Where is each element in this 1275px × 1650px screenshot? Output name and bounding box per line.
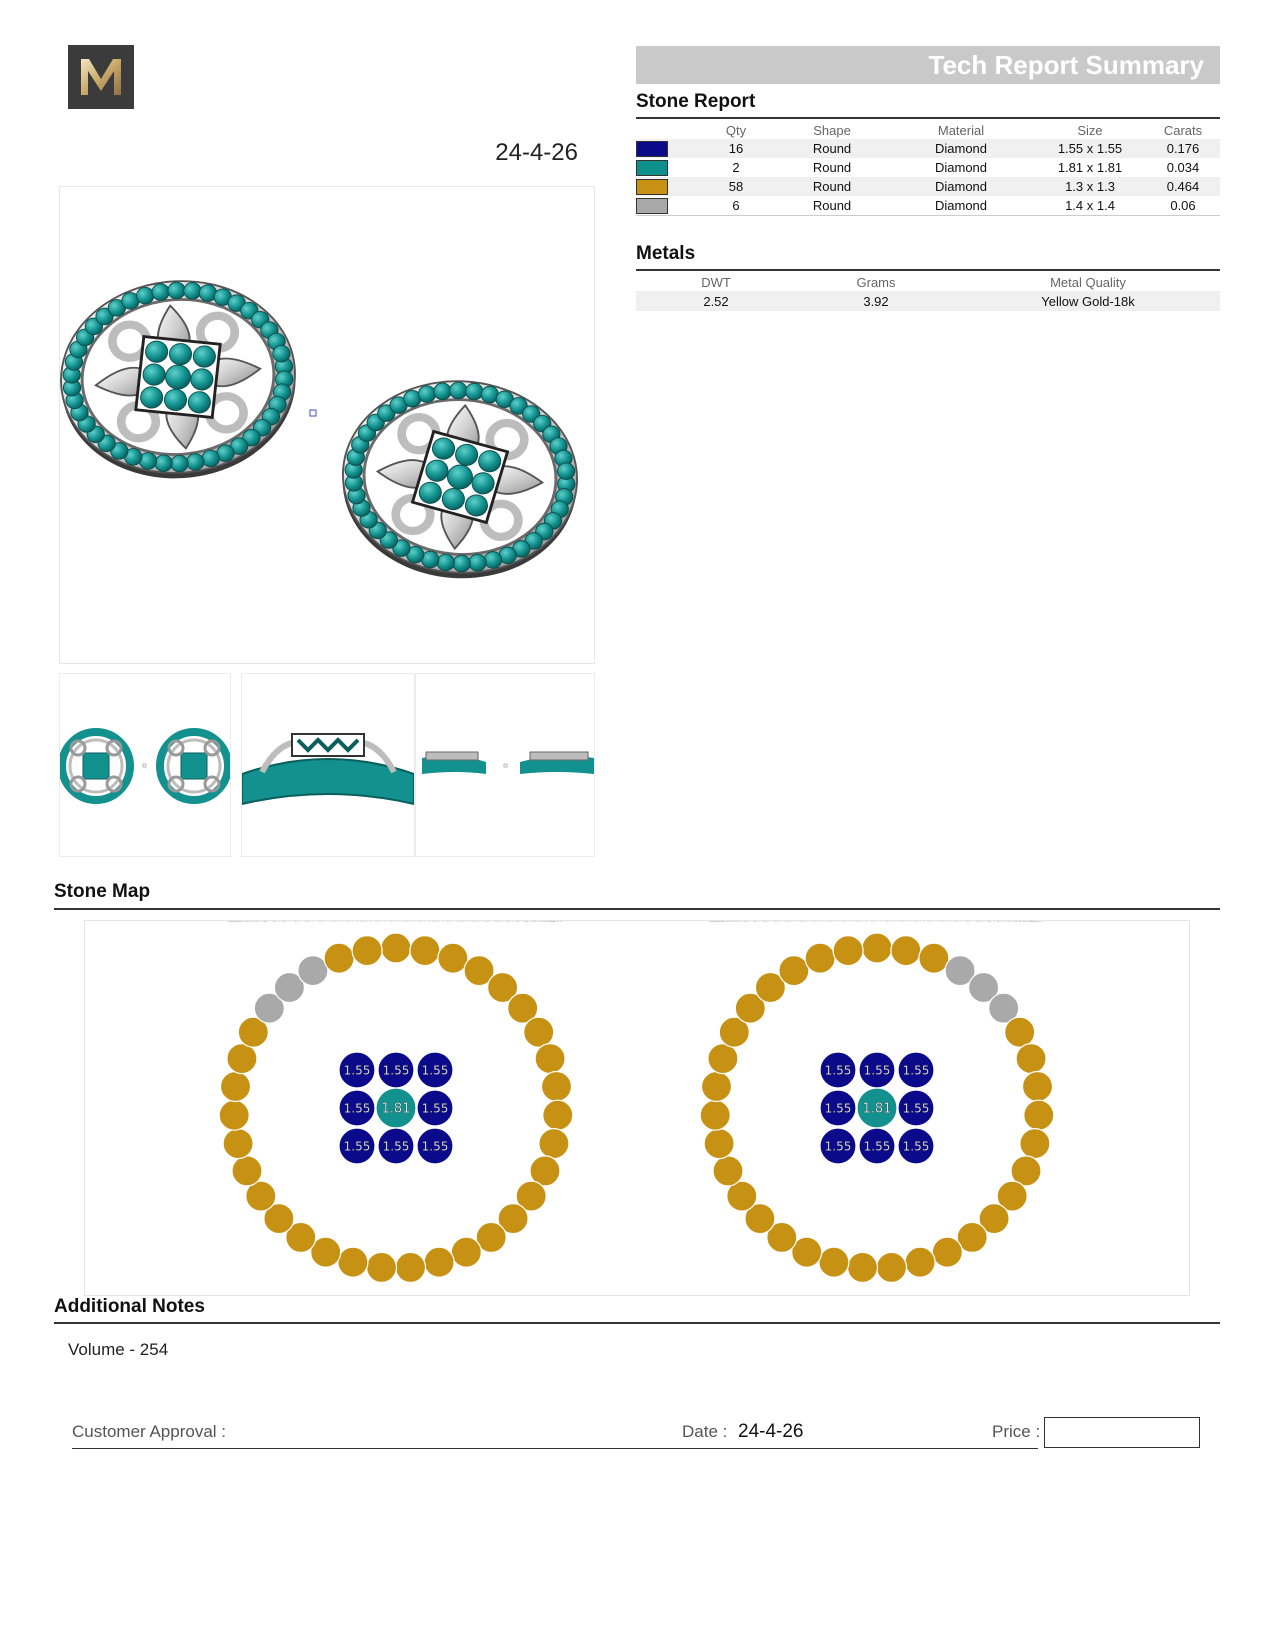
cell-material: Diamond: [934, 198, 988, 213]
notes-text: Volume - 254: [68, 1340, 169, 1359]
svg-text:1.3: [505, 921, 521, 924]
halo-stone-gray: [969, 921, 999, 1003]
col-grams: Grams: [856, 274, 896, 290]
stone-report-table: [636, 121, 1220, 216]
notes-divider: [54, 1322, 1220, 1324]
pave-stone: [859, 1128, 895, 1164]
cell-shape: Round: [776, 177, 888, 196]
metals-divider: [636, 269, 1220, 271]
col-size: Size: [1077, 122, 1103, 138]
pave-stone: [417, 1090, 453, 1126]
table-row: [636, 158, 1220, 177]
halo-stone-gold: [438, 921, 468, 973]
table-row: [636, 177, 1220, 196]
svg-text:1.4: [261, 921, 277, 924]
color-swatch: [636, 141, 668, 157]
svg-text:1.3: [855, 921, 871, 924]
svg-text:1.3: [1018, 921, 1034, 924]
stone-report-divider: [636, 117, 1220, 119]
stone-map: [84, 920, 1190, 1296]
col-dwt: DWT: [701, 274, 731, 290]
pave-stone: [859, 1052, 895, 1088]
halo-stone-gray: [274, 921, 304, 1003]
cell-shape: Round: [776, 139, 888, 158]
pave-stone: [417, 1128, 453, 1164]
thumbnail-top-view[interactable]: [59, 673, 231, 857]
main-render-view[interactable]: [59, 186, 595, 664]
svg-text:1.55: 1.55: [902, 1139, 930, 1154]
svg-text:1.55: 1.55: [421, 1063, 449, 1078]
cell-material: Diamond: [888, 177, 1034, 196]
svg-text:1.55: 1.55: [382, 1139, 410, 1154]
stone-report-header-row: [636, 121, 1220, 139]
reference-code: 24-4-26: [495, 139, 578, 166]
svg-text:1.81: 1.81: [381, 1101, 411, 1117]
svg-text:1.3: [912, 921, 928, 924]
svg-text:1.3: [431, 921, 447, 924]
pave-stone: [898, 1090, 934, 1126]
halo-stone-gold: [805, 921, 835, 973]
svg-text:1.3: [403, 921, 419, 924]
pave-stone: [339, 1128, 375, 1164]
date-value: 24-4-26: [738, 1421, 804, 1442]
col-material: Material: [937, 122, 985, 138]
pave-stone: [378, 1052, 414, 1088]
halo-stone-gold: [508, 921, 538, 1023]
price-input[interactable]: [1044, 1417, 1200, 1448]
cell-size: 1.55 x 1.55: [1034, 139, 1146, 158]
cell-qty: 2: [732, 160, 740, 175]
svg-text:1.3: [812, 921, 828, 924]
halo-stone-gold: [702, 921, 732, 1102]
cell-grams: 3.92: [796, 291, 956, 311]
svg-text:1.55: 1.55: [421, 1139, 449, 1154]
cell-dwt: 2.52: [636, 291, 796, 311]
cell-qty: 58: [696, 177, 776, 196]
center-stone: [857, 1088, 897, 1128]
col-shape: Shape: [813, 122, 851, 138]
cell-carats: 0.464: [1146, 177, 1220, 196]
svg-text:1.3: [359, 921, 375, 924]
halo-stone-gray: [298, 921, 328, 986]
metals-header-row: [636, 273, 1220, 291]
svg-text:1.3: [742, 921, 758, 924]
svg-text:1.55: 1.55: [902, 1101, 930, 1116]
svg-text:1.55: 1.55: [343, 1139, 371, 1154]
metals-table: [636, 273, 1220, 311]
halo-stone-gold: [919, 921, 949, 973]
halo-stone-gold: [488, 921, 518, 1003]
thumbnail-side-view[interactable]: [241, 673, 415, 857]
svg-text:1.3: [331, 921, 347, 924]
halo-stone-gold: [464, 921, 494, 986]
thumbnail-front-view[interactable]: [415, 673, 595, 857]
date-label: Date :: [682, 1422, 728, 1441]
svg-text:1.4: [305, 921, 321, 924]
halo-stone-gold: [381, 921, 411, 963]
svg-text:1.3: [786, 921, 802, 924]
cell-material: Diamond: [934, 160, 988, 175]
tech-report-header: [636, 46, 1220, 84]
color-swatch: [636, 179, 668, 195]
col-qty: Qty: [725, 122, 747, 138]
svg-text:1.3: [1004, 921, 1020, 924]
halo-stone-gold: [719, 921, 749, 1047]
svg-text:1.3: [537, 921, 553, 924]
halo-stone-gold: [1016, 921, 1046, 1074]
svg-text:1.55: 1.55: [824, 1101, 852, 1116]
pave-stone: [898, 1052, 934, 1088]
halo-stone-gold: [891, 921, 921, 966]
cell-material: Diamond: [888, 139, 1034, 158]
halo-stone-gold: [735, 921, 765, 1023]
pave-stone: [378, 1128, 414, 1164]
cell-size: 1.81 x 1.81: [1057, 160, 1123, 175]
cell-shape: Round: [812, 160, 852, 175]
company-logo: [68, 45, 134, 109]
svg-text:1.55: 1.55: [863, 1063, 891, 1078]
pave-stone: [417, 1052, 453, 1088]
svg-text:1.3: [964, 921, 980, 924]
halo-stone-gray: [254, 921, 284, 1023]
halo-stone-gold: [833, 921, 863, 966]
col-metal-quality: Metal Quality: [1050, 274, 1126, 290]
svg-text:1.55: 1.55: [421, 1101, 449, 1116]
customer-approval-label: Customer Approval :: [72, 1422, 227, 1441]
svg-text:1.55: 1.55: [382, 1063, 410, 1078]
pave-stone: [898, 1128, 934, 1164]
cell-shape: Round: [812, 198, 852, 213]
halo-stone-gold: [238, 921, 268, 1047]
table-row: [636, 196, 1220, 216]
halo-stone-gray: [989, 921, 1019, 1023]
pave-stone: [820, 1052, 856, 1088]
halo-stone-gold: [410, 921, 440, 966]
cell-size: 1.4 x 1.4: [1065, 198, 1115, 213]
stone-map-title: Stone Map: [54, 881, 151, 902]
svg-text:1.55: 1.55: [824, 1139, 852, 1154]
svg-text:1.3: [483, 921, 499, 924]
stone-map-canvas: [85, 921, 1189, 1295]
cell-qty: 6: [732, 198, 740, 213]
halo-stone-gold: [708, 921, 738, 1074]
color-swatch: [636, 160, 668, 176]
stone-report-title: Stone Report: [636, 91, 756, 112]
svg-text:1.3: [884, 921, 900, 924]
pave-stone: [339, 1090, 375, 1126]
color-swatch: [636, 198, 668, 214]
cell-carats: 0.034: [1166, 160, 1200, 175]
halo-stone-gold: [535, 921, 565, 1074]
table-row: [636, 291, 1220, 311]
tech-report-title: Tech Report Summary: [928, 50, 1204, 80]
halo-stone-gold: [352, 921, 382, 966]
halo-stone-gold: [227, 921, 257, 1074]
svg-text:1.81: 1.81: [862, 1101, 892, 1117]
svg-text:1.3: [726, 921, 742, 924]
approval-signature-line[interactable]: [72, 1448, 1038, 1449]
center-stone: [376, 1088, 416, 1128]
svg-text:1.55: 1.55: [902, 1063, 930, 1078]
halo-stone-gold: [755, 921, 785, 1003]
svg-text:1.3: [840, 921, 856, 924]
halo-stone-gold: [1005, 921, 1035, 1047]
cell-carats: 0.176: [1146, 139, 1220, 158]
svg-text:1.55: 1.55: [824, 1063, 852, 1078]
halo-stone-gold: [524, 921, 554, 1047]
svg-text:1.55: 1.55: [863, 1139, 891, 1154]
svg-text:1.3: [523, 921, 539, 924]
svg-text:1.3: [245, 921, 261, 924]
additional-notes-title: Additional Notes: [54, 1296, 205, 1317]
pave-stone: [820, 1090, 856, 1126]
price-label: Price :: [992, 1422, 1041, 1441]
svg-text:1.3: [762, 921, 778, 924]
pave-stone: [339, 1052, 375, 1088]
col-carats: Carats: [1163, 122, 1203, 138]
svg-text:1.4: [281, 921, 297, 924]
metals-title: Metals: [636, 243, 696, 264]
table-row: [636, 139, 1220, 158]
cell-size: 1.3 x 1.3: [1034, 177, 1146, 196]
stone-map-divider: [54, 908, 1220, 910]
halo-stone-gold: [221, 921, 251, 1102]
cell-carats: 0.06: [1170, 198, 1196, 213]
halo-stone-gold: [324, 921, 354, 973]
svg-text:1.3: [374, 921, 390, 924]
svg-text:1.3: [458, 921, 474, 924]
svg-text:1.55: 1.55: [343, 1101, 371, 1116]
halo-stone-gold: [779, 921, 809, 986]
cell-qty: 16: [696, 139, 776, 158]
svg-text:1.55: 1.55: [343, 1063, 371, 1078]
halo-stone-gray: [945, 921, 975, 986]
halo-stone-gold: [542, 921, 572, 1102]
svg-text:1.3: [939, 921, 955, 924]
halo-stone-gold: [1023, 921, 1053, 1102]
halo-stone-gold: [862, 921, 892, 963]
svg-text:1.3: [986, 921, 1002, 924]
cell-metal-quality: Yellow Gold-18k: [956, 291, 1220, 311]
pave-stone: [820, 1128, 856, 1164]
